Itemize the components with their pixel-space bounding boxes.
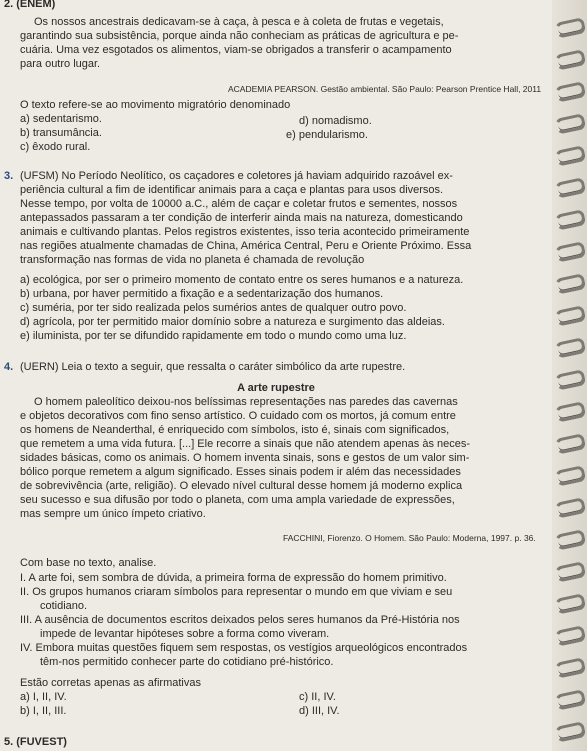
q3-text-line: Nesse tempo, por volta de 10000 a.C., além de caçar e coletar frutos e sementes, nossos <box>20 198 458 210</box>
spiral-ring-icon <box>554 369 587 391</box>
spiral-ring-icon <box>554 657 587 679</box>
q2-text-line: Os nossos ancestrais dedicavam-se à caça, à pesca e à coleta de frutas e vegetais, <box>34 16 444 28</box>
spiral-ring-icon <box>554 17 587 39</box>
q4-item-ii: II. Os grupos humanos criaram símbolos para representar o mundo em que viviam e seu <box>20 586 453 598</box>
spiral-ring-icon <box>554 145 587 167</box>
q4-item-i: I. A arte foi, sem sombra de dúvida, a primeira forma de expressão do homem primitivo. <box>20 572 447 584</box>
q4-item-iv-cont: têm-nos permitido conhecer parte do cotidiano pré-histórico. <box>40 656 334 668</box>
spiral-ring-icon <box>554 465 587 487</box>
q3-option-a: a) ecológica, por ser o primeiro momento de contato entre os seres humanos e a natureza. <box>20 274 464 286</box>
spiral-ring-icon <box>554 81 587 103</box>
q4-item-iii-cont: impede de levantar hipóteses sobre a forma como viveram. <box>40 628 330 640</box>
spiral-ring-icon <box>554 113 587 135</box>
q4-item-iii: III. A ausência de documentos escritos deixados pelos seres humanos da Pré-História nos <box>20 614 460 626</box>
q3-option-d: d) agrícola, por ter permitido maior domínio sobre a natureza e surgimento das aldeias. <box>20 316 445 328</box>
q3-text-line: antepassados passaram a ter condição de interferir ainda mais na natureza, domesticando <box>20 212 463 224</box>
q4-number: 4. <box>4 361 14 373</box>
q4-option-a: a) I, II, IV. <box>20 691 67 703</box>
q2-text-line: para outro lugar. <box>20 58 101 70</box>
q3-text-line: (UFSM) No Período Neolítico, os caçadores e coletores já haviam adquirido razoável ex- <box>20 170 453 182</box>
q2-option-a: a) sedentarismo. <box>20 113 102 125</box>
q4-text-line: que remetem a uma vida futura. [...] Ele recorre a sinais que não atendem apenas às neces- <box>20 438 471 450</box>
q3-text-line: periência cultural a fim de identificar animais para a caça e plantas para usos diversos. <box>20 184 444 196</box>
q3-text-line: animais e cultivando plantas. Pelos registros existentes, isso teria acontecido primeiramente <box>20 226 470 238</box>
q4-text-line: sidades básicas, como os animais. O homem inventa sinais, sons e gestos de um valor sim- <box>20 452 470 464</box>
q4-text-line: os homens de Neanderthal, é enriquecido com símbolos, isto é, sinais com significados, <box>20 424 450 436</box>
q2-option-e: e) pendularismo. <box>286 129 368 141</box>
spiral-ring-icon <box>554 241 587 263</box>
q4-text-line: O homem paleolítico deixou-nos belíssimas representações nas paredes das cavernas <box>34 396 458 408</box>
q4-source: FACCHINI, Fiorenzo. O Homem. São Paulo: Moderna, 1997. p. 36. <box>283 533 536 543</box>
spiral-ring-icon <box>554 529 587 551</box>
q2-stem: O texto refere-se ao movimento migratório denominado <box>20 99 291 111</box>
q2-text-line: cuária. Uma vez esgotados os alimentos, viam-se obrigados a transferir o acampamento <box>20 44 452 56</box>
spiral-ring-icon <box>554 401 587 423</box>
q4-text-line: seu sucesso e sua difusão por todo o planeta, com uma ampla variedade de expressões, <box>20 494 455 506</box>
q4-item-ii-cont: cotidiano. <box>40 600 88 612</box>
q4-text-line: de sobrevivência (arte, religião). O elevado nível cultural desse homem já moderno explica <box>20 480 463 492</box>
q2-option-b: b) transumância. <box>20 127 102 139</box>
spiral-ring-icon <box>554 561 587 583</box>
q4-text-line: mas sempre um único ímpeto criativo. <box>20 508 206 520</box>
spiral-ring-icon <box>554 273 587 295</box>
spiral-ring-icon <box>554 433 587 455</box>
spiral-binding <box>552 0 587 751</box>
q4-intro: (UERN) Leia o texto a seguir, que ressalta o caráter simbólico da arte rupestre. <box>20 361 406 373</box>
q3-option-c: c) suméria, por ter sido realizada pelos sumérios antes de qualquer outro povo. <box>20 302 407 314</box>
q4-text-title: A arte rupestre <box>237 382 315 394</box>
spiral-ring-icon <box>554 209 587 231</box>
spiral-ring-icon <box>554 689 587 711</box>
q4-text-line: bólico porque remetem a algum significado. Esses sinais podem ir além das necessidades <box>20 466 461 478</box>
q3-text-line: transformação nas formas de vida no planeta é chamada de revolução <box>20 254 365 266</box>
q4-option-d: d) III, IV. <box>299 705 340 717</box>
spiral-ring-icon <box>554 305 587 327</box>
q3-number: 3. <box>4 170 14 182</box>
q2-option-c: c) êxodo rural. <box>20 141 91 153</box>
q2-source: ACADEMIA PEARSON. Gestão ambiental. São Paulo: Pearson Prentice Hall, 2011 <box>228 84 542 94</box>
q4-prompt: Com base no texto, analise. <box>20 557 157 569</box>
q3-option-e: e) iluminista, por ter se difundido rapidamente em todo o mundo como uma luz. <box>20 330 407 342</box>
spiral-ring-icon <box>554 49 587 71</box>
q2-option-d: d) nomadismo. <box>299 115 372 127</box>
q3-text-line: nas regiões atualmente chamadas de China, América Central, Peru e Oriente Próximo. Essa <box>20 240 472 252</box>
spiral-ring-icon <box>554 177 587 199</box>
spiral-ring-icon <box>554 625 587 647</box>
q4-option-b: b) I, II, III. <box>20 705 67 717</box>
q2-header: 2. (ENEM) <box>4 0 56 10</box>
q4-item-iv: IV. Embora muitas questões fiquem sem respostas, os vestígios arqueológicos encontrados <box>20 642 468 654</box>
q4-option-c: c) II, IV. <box>299 691 336 703</box>
q2-text-line: garantindo sua subsistência, porque ainda não conheciam as práticas de agricultura e pe- <box>20 30 459 42</box>
spiral-ring-icon <box>554 337 587 359</box>
spiral-ring-icon <box>554 497 587 519</box>
q3-option-b: b) urbana, por haver permitido a fixação e a sedentarização dos humanos. <box>20 288 384 300</box>
q4-text-line: e objetos decorativos com fino senso artístico. O cuidado com os mortos, já comum entre <box>20 410 456 422</box>
spiral-ring-icon <box>554 721 587 743</box>
q4-closing: Estão corretas apenas as afirmativas <box>20 677 201 689</box>
q5-header: 5. (FUVEST) <box>4 736 67 748</box>
spiral-ring-icon <box>554 593 587 615</box>
